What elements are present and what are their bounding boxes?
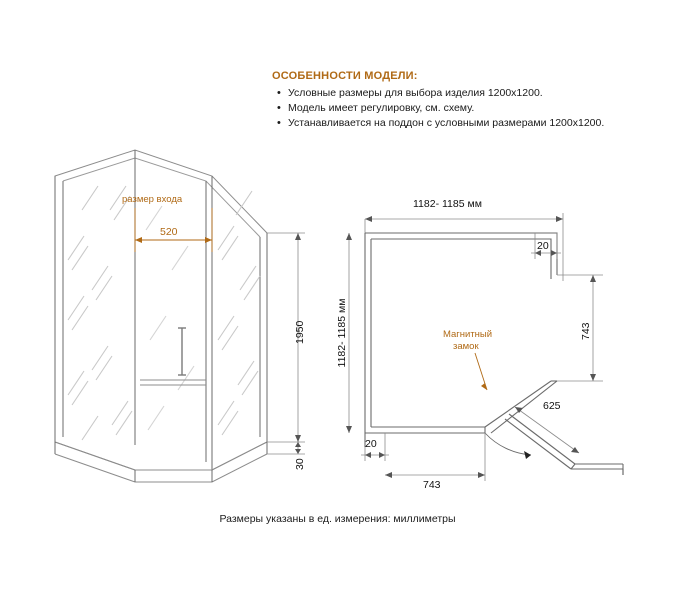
magnet-label-line1: Магнитный: [443, 329, 493, 340]
side-dim-value: 743: [580, 322, 592, 340]
features-list: [272, 86, 622, 130]
top-dim-value: 1182- 1185 мм: [413, 198, 482, 210]
entrance-label: размер входа: [122, 194, 183, 205]
list-item: • Условные размеры для выбора изделия 1200х1200.: [288, 86, 622, 100]
base-height-dimension: [267, 442, 306, 470]
door-handle: [178, 328, 186, 375]
angled-door: [485, 381, 623, 475]
left-dimension: [336, 233, 352, 433]
entrance-width-value: 520: [160, 226, 178, 238]
plan-outline: [365, 233, 557, 447]
swing-arc: [485, 433, 531, 455]
offset-bottom-value: 20: [365, 438, 377, 450]
glass-hatching-right: [218, 191, 260, 435]
plan-drawing: [335, 185, 655, 515]
side-dimension: [551, 275, 603, 381]
list-item: • Устанавливается на поддон с условными размерами 1200х1200.: [288, 116, 622, 130]
bottom-dimension: [385, 433, 485, 491]
base-height-value: 30: [294, 458, 306, 470]
list-item: • Модель имеет регулировку, см. схему.: [288, 101, 622, 115]
height-value: 1950: [294, 320, 306, 344]
features-title: ОСОБЕННОСТИ МОДЕЛИ:: [272, 70, 418, 82]
left-dim-value: 1182- 1185 мм: [336, 298, 348, 368]
features-block: [272, 70, 622, 131]
offset-bottom-dimension: [361, 433, 389, 461]
magnet-label-line2: замок: [453, 341, 479, 352]
swing-arrow: [524, 451, 531, 459]
units-caption: Размеры указаны в ед. измерения: миллиметры: [219, 513, 456, 525]
height-dimension: [267, 233, 306, 442]
magnetic-lock-label: [443, 329, 492, 390]
offset-top-value: 20: [537, 240, 549, 252]
door-rail: [140, 380, 206, 385]
diagonal-dim-value: 625: [543, 400, 561, 412]
bottom-dim-value: 743: [423, 479, 441, 491]
perspective-drawing: [22, 140, 332, 540]
glass-hatching-left: [68, 186, 132, 440]
